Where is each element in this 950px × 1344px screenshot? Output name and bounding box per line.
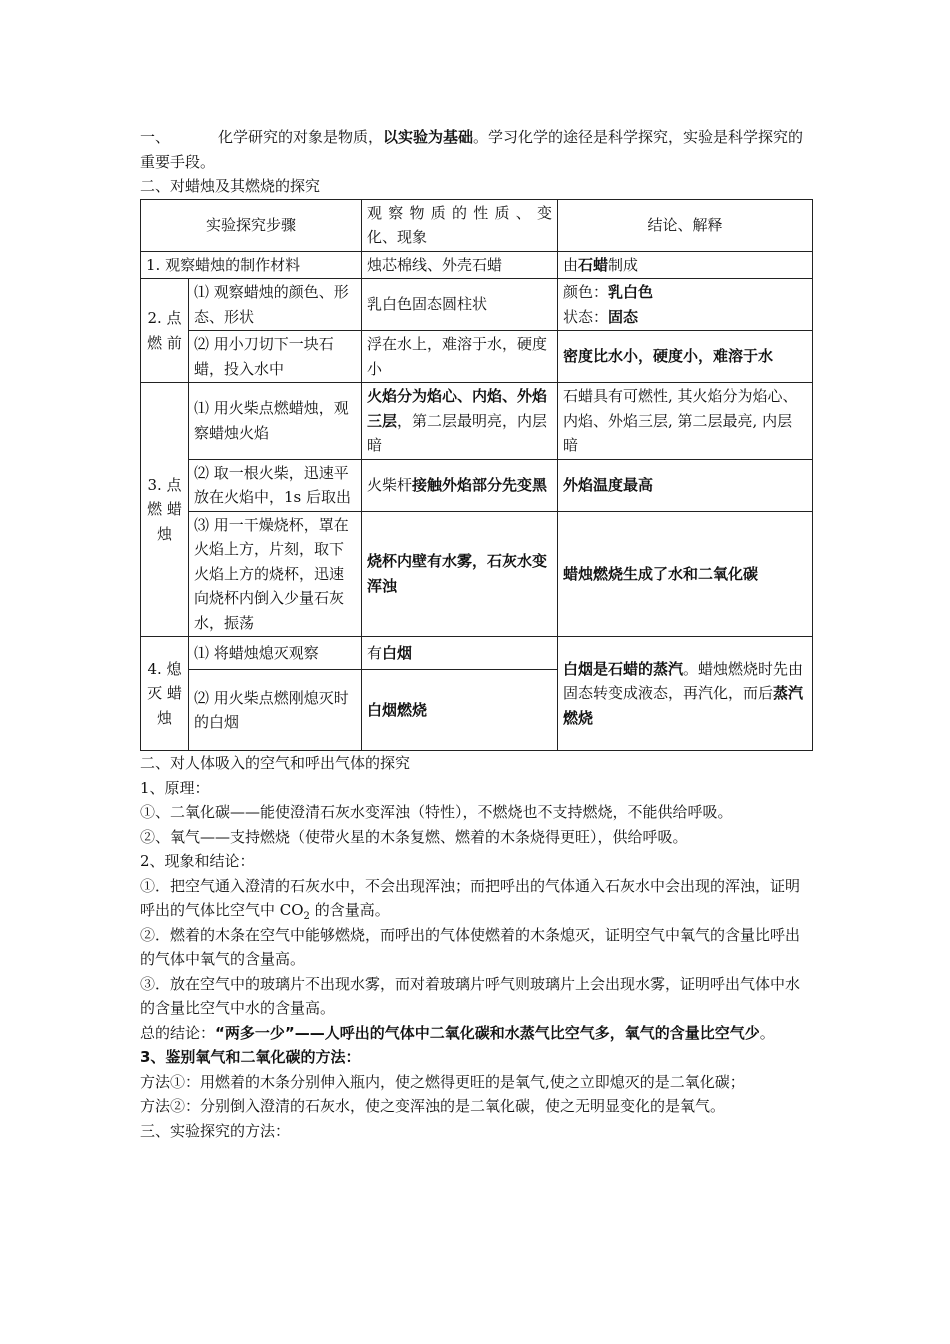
- stage2-obs-2: 浮在水上，难溶于水，硬度小: [362, 331, 558, 383]
- principle-co2: ①、二氧化碳——能使澄清石灰水变浑浊（特性），不燃烧也不支持燃烧，不能供给呼吸。: [140, 803, 733, 821]
- stage4-step-2: ⑵ 用火柴点燃刚熄灭时的白烟: [189, 670, 362, 751]
- stage-2-label: 2. 点 燃 前: [141, 279, 189, 383]
- stage3-conc-3: 蜡烛燃烧生成了水和二氧化碳: [558, 511, 813, 637]
- table-row: [141, 637, 813, 670]
- phenomenon-1: ①．把空气通入澄清的石灰水中，不会出现浑浊；而把呼出的气体通入石灰水中会出现的浑浊，证明呼出的气体比空气中 $CO_2$ 的含量高。: [140, 876, 801, 922]
- stage-3-label: 3. 点 燃 蜡 烛: [141, 383, 189, 637]
- section-title-candle: 二、对蜡烛及其燃烧的探究: [140, 177, 321, 195]
- principle-o2: ②、氧气——支持燃烧（使带火星的木条复燃、燃着的木条烧得更旺），供给呼吸。: [140, 827, 688, 846]
- stage3-step-1: ⑴ 用火柴点燃蜡烛，观察蜡烛火焰: [189, 383, 362, 460]
- header-observation: 观 察 物 质 的 性 质 、 变 化、现象: [362, 199, 558, 251]
- table-row: [141, 511, 813, 637]
- stage4-obs-2: 白烟燃烧: [362, 670, 558, 751]
- row1-step: 1. 观察蜡烛的制作材料: [141, 251, 362, 279]
- stage4-step-1: ⑴ 将蜡烛熄灭观察: [189, 637, 362, 670]
- stage3-step-3: ⑶ 用一干燥烧杯，罩在火焰上方，片刻，取下火焰上方的烧杯，迅速向烧杯内倒入少量石灰水，振荡: [189, 511, 362, 637]
- stage2-step-1: ⑴ 观察蜡烛的颜色、形态、形状: [189, 279, 362, 331]
- table-row: [141, 331, 813, 383]
- header-conclusion: 结论、解释: [558, 199, 813, 251]
- stage4-obs-1: 有白烟: [362, 637, 558, 670]
- phenomenon-2: ②．燃着的木条在空气中能够燃烧，而呼出的气体使燃着的木条熄灭，证明空气中氧气的含量比呼出的气体中氧气的含量高。: [140, 925, 801, 968]
- table-row: [141, 383, 813, 460]
- methods-title: 3、鉴别氧气和二氧化碳的方法：: [140, 1048, 361, 1066]
- stage-4-label: 4. 熄 灭 蜡 烛: [141, 637, 189, 751]
- row1-observation: 烛芯棉线、外壳石蜡: [362, 251, 558, 279]
- intro-number: 一、: [140, 128, 171, 146]
- stage3-obs-3: 烧杯内壁有水雾，石灰水变浑浊: [362, 511, 558, 637]
- table-header-row: [141, 199, 813, 251]
- section-title-breath: 二、对人体吸入的空气和呼出气体的探究: [140, 754, 411, 772]
- phenomenon-3: ③．放在空气中的玻璃片不出现水雾，而对着玻璃片呼气则玻璃片上会出现水雾，证明呼出气体中水的含量比空气中水的含量高。: [140, 974, 801, 1017]
- table-row: [141, 459, 813, 511]
- intro-paragraph: 一、 化学研究的对象是物质，以实验为基础。学习化学的途径是科学探究，实验是科学探究的重要手段。: [140, 128, 804, 171]
- stage2-conc-1: 颜色：乳白色 状态：固态: [558, 279, 813, 331]
- phenomena-title: 2、现象和结论：: [140, 852, 255, 870]
- stage3-obs-2: 火柴杆接触外焰部分先变黑: [362, 459, 558, 511]
- table-row: [141, 251, 813, 279]
- stage3-step-2: ⑵ 取一根火柴，迅速平放在火焰中，1s 后取出: [189, 459, 362, 511]
- method-2: 方法②：分别倒入澄清的石灰水，使之变浑浊的是二氧化碳，使之无明显变化的是氧气。: [140, 1097, 726, 1115]
- stage2-step-2: ⑵ 用小刀切下一块石蜡，投入水中: [189, 331, 362, 383]
- row1-conclusion: 由石蜡制成: [558, 251, 813, 279]
- stage2-obs-1: 乳白色固态圆柱状: [362, 279, 558, 331]
- overall-conclusion: 总的结论：“两多一少”——人呼出的气体中二氧化碳和水蒸气比空气多，氧气的含量比空气少。: [140, 1023, 775, 1042]
- principle-title: 1、原理：: [140, 778, 210, 797]
- stage3-conc-2: 外焰温度最高: [558, 459, 813, 511]
- stage3-conc-1: 石蜡具有可燃性, 其火焰分为焰心、内焰、外焰三层, 第二层最亮, 内层暗: [558, 383, 813, 460]
- candle-experiment-table: [140, 199, 813, 752]
- document-page: [140, 125, 812, 1143]
- method-1: 方法①：用燃着的木条分别伸入瓶内，使之燃得更旺的是氧气,使之立即熄灭的是二氧化碳；: [140, 1072, 745, 1091]
- section-title-methods: 三、实验探究的方法：: [140, 1121, 291, 1140]
- stage4-conclusion: 白烟是石蜡的蒸汽。蜡烛燃烧时先由固态转变成液态，再汽化，而后蒸汽燃烧: [558, 637, 813, 751]
- stage3-obs-1: 火焰分为焰心、内焰、外焰三层，第二层最明亮，内层暗: [362, 383, 558, 460]
- stage2-conc-2: 密度比水小，硬度小，难溶于水: [558, 331, 813, 383]
- table-row: [141, 279, 813, 331]
- header-steps: 实验探究步骤: [141, 199, 362, 251]
